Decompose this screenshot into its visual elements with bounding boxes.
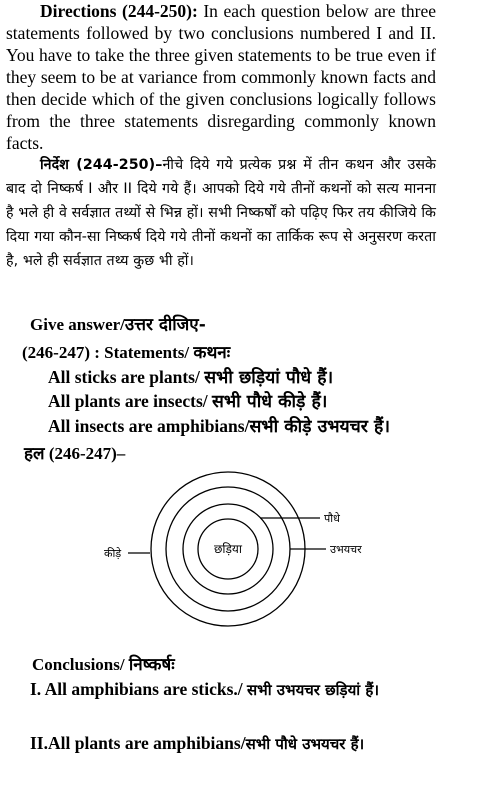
statement-3 bbox=[48, 414, 390, 438]
nirdesh-label: निर्देश (244-250)– bbox=[40, 157, 163, 173]
statements-heading-en: (246-247) : Statements/ bbox=[22, 343, 194, 362]
conclusion-1 bbox=[30, 676, 414, 704]
sticks-label: छड़िया bbox=[213, 542, 243, 556]
conclusions-heading-hi: निष्कर्षः bbox=[128, 655, 175, 675]
directions-paragraph bbox=[6, 0, 436, 154]
nirdesh-text: नीचे दिये गये प्रत्येक प्रश्न में तीन कथन और उसके बाद दो निष्कर्ष I और II दिये गये हैं। आपको दिये गये तीनों कथनों को सत्य मानना है भले ही वे सर्वज्ञात तथ्यों से भिन्न हों। सभी निष्कर्षों को पढ़िए फिर तय कीजिये कि दिया गया कौन-सा निष्कर्ष दिये गये तीनों कथनों का तार्किक रूप से अनुसरण करता है, भले ही सर्वज्ञात तथ्य कुछ भी हों। bbox=[6, 157, 437, 269]
conclusions-heading-en: Conclusions/ bbox=[32, 655, 129, 674]
statement-3-en: All insects are amphibians/ bbox=[48, 416, 250, 436]
statement-1-en: All sticks are plants/ bbox=[48, 367, 205, 387]
nirdesh-paragraph bbox=[6, 153, 436, 273]
insects-label: कीड़े bbox=[104, 547, 122, 560]
directions-text: In each question below are three statements followed by two conclusions numbered I and II. You have to take the three given statements to be true even if they seem to be at variance from commonly known facts and then decide which of the given conclusions logically follows from the three statements disregarding commonly known facts. bbox=[6, 1, 437, 153]
conclusion-1-hi: सभी उभयचर छड़ियां हैं। bbox=[247, 681, 380, 699]
conclusion-2 bbox=[30, 730, 414, 758]
venn-diagram bbox=[90, 462, 390, 652]
solution-heading-hi: हल bbox=[24, 444, 45, 464]
conclusions-heading bbox=[32, 652, 175, 675]
solution-heading bbox=[24, 441, 125, 464]
solution-heading-en: (246-247)– bbox=[44, 444, 126, 463]
statement-2 bbox=[48, 389, 327, 413]
conclusion-1-en: I. All amphibians are sticks./ bbox=[30, 679, 248, 699]
conclusion-2-hi: सभी पौधे उभयचर हैं। bbox=[245, 735, 365, 753]
amphibians-label: उभयचर bbox=[330, 543, 362, 556]
statement-3-hi: सभी कीड़े उभयचर हैं। bbox=[249, 417, 390, 437]
statements-heading-hi: कथनः bbox=[193, 343, 231, 363]
statements-heading bbox=[22, 340, 230, 363]
conclusion-2-en: II.All plants are amphibians/ bbox=[30, 733, 246, 753]
statement-2-en: All plants are insects/ bbox=[48, 391, 212, 411]
directions-label: Directions (244-250): bbox=[40, 1, 198, 21]
statement-2-hi: सभी पौधे कीड़े हैं। bbox=[212, 392, 328, 412]
give-answer-hi: उत्तर दीजिए- bbox=[124, 315, 206, 335]
plants-label: पौधे bbox=[324, 512, 340, 525]
statement-1-hi: सभी छड़ियां पौधे हैं। bbox=[204, 368, 334, 388]
give-answer-en: Give answer/ bbox=[30, 315, 125, 334]
give-answer-line bbox=[30, 312, 206, 335]
statement-1 bbox=[48, 365, 333, 389]
